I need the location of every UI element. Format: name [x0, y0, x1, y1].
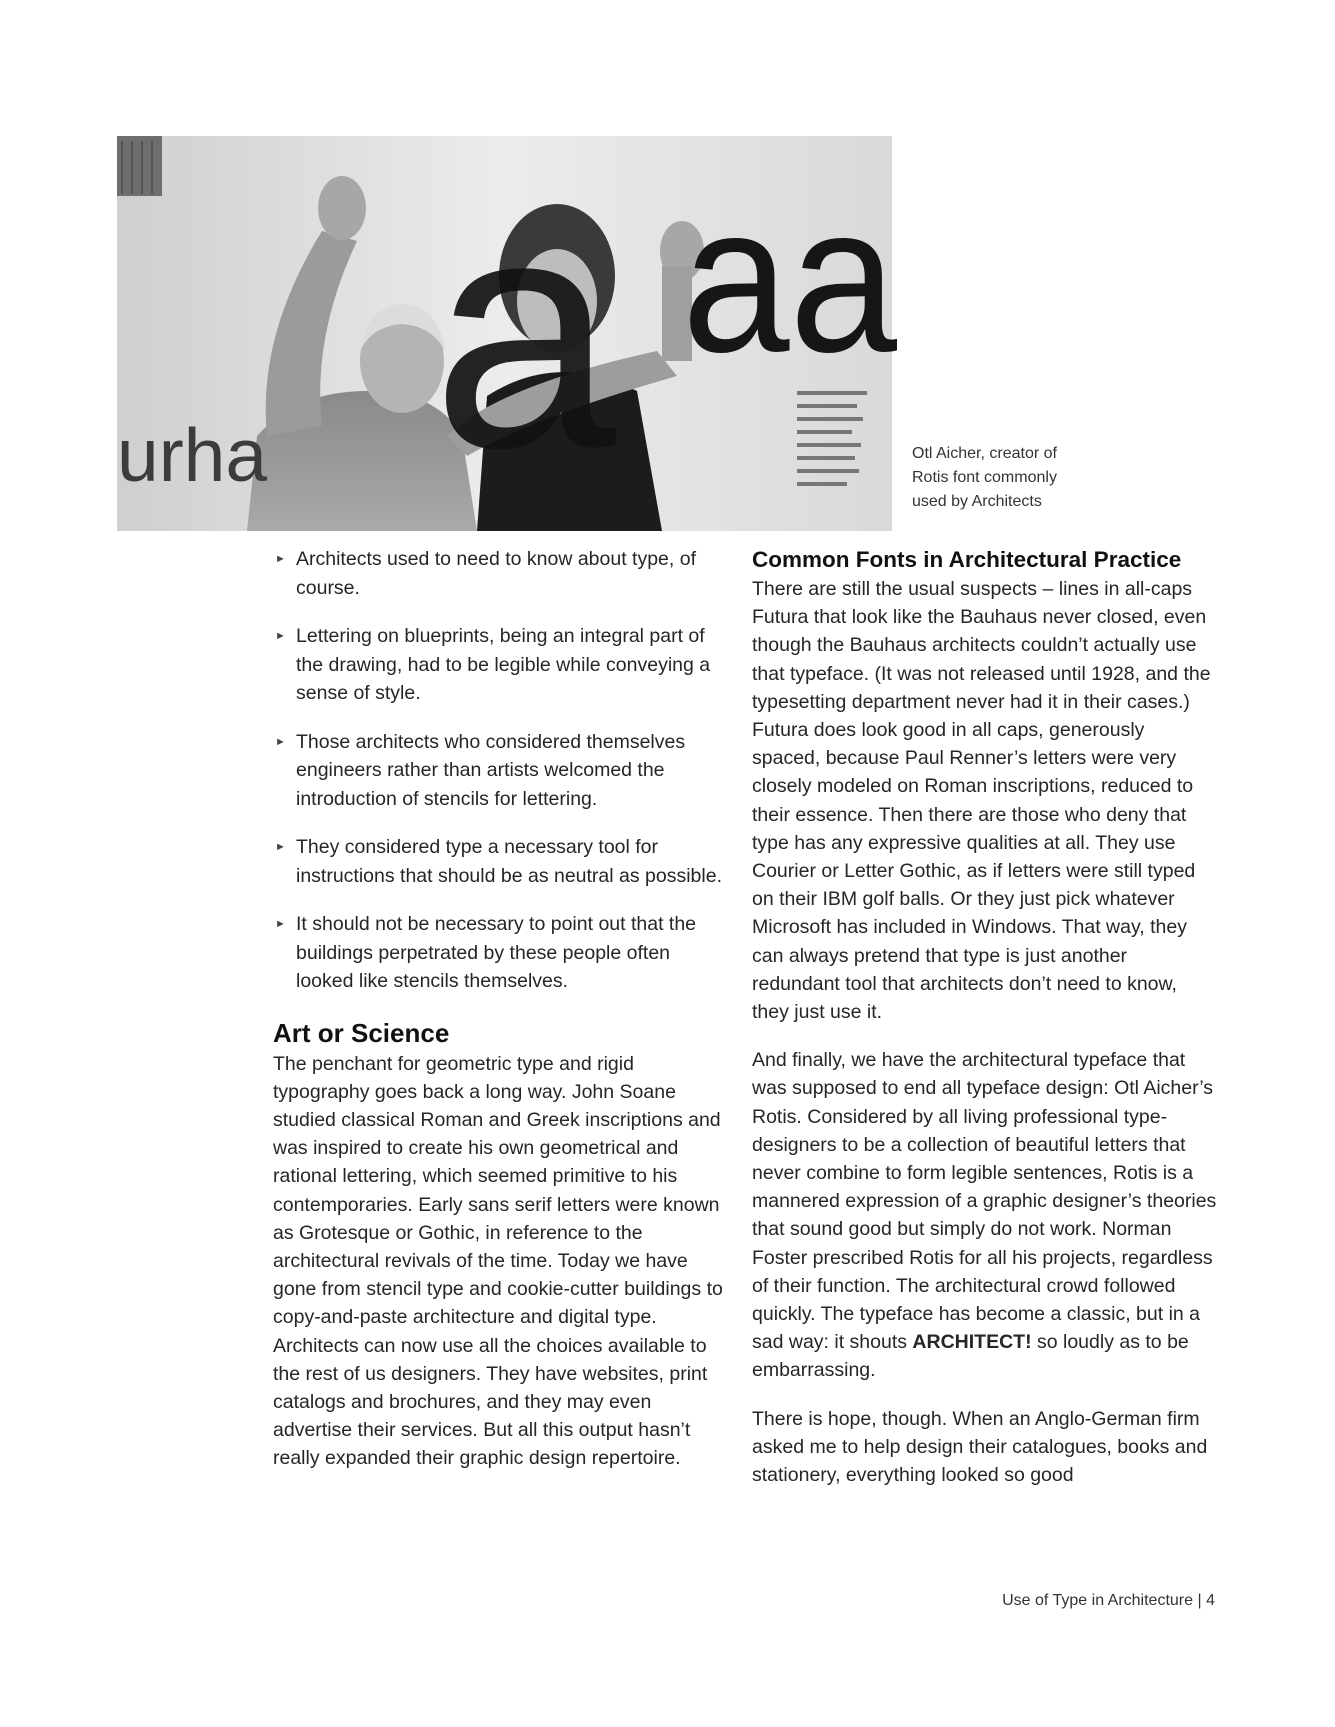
bullet-item: ► It should not be necessary to point out that the buildings perpetrated by these people often looked like stencils themselves.: [273, 910, 728, 996]
background-letters-aa: aa: [682, 161, 898, 396]
bullet-item: ► Those architects who considered themselves engineers rather than artists welcomed the introduction of stencils for lettering.: [273, 728, 728, 814]
art-or-science-paragraph: The penchant for geometric type and rigid typography goes back a long way. John Soane studied classical Roman and Greek inscriptions and was inspired to create his own geometrical and rational lettering, which seemed primitive to his contemporaries. Early sans serif letters were known as Grotesque or Gothic, in reference to the architectural revivals of the time. Today we have gone from stencil type and cookie-cutter buildings to copy-and-paste architecture and digital type. Architects can now use all the choices available to the rest of us designers. They have websites, print catalogs and brochures, and they may even advertise their services. But all this output hasn’t really expanded their graphic design repertoire.: [273, 1052, 723, 1470]
footer-title: Use of Type in Architecture: [1002, 1592, 1194, 1609]
photo-otl-aicher: [117, 136, 898, 531]
paragraph-text: so loudly as to be embarrassing.: [752, 1331, 1189, 1382]
man-left-hand: [318, 176, 366, 240]
bullet-item: ► Architects used to need to know about type, of course.: [273, 545, 728, 602]
bullet-item: ► They considered type a necessary tool for instructions that should be as neutral as possible.: [273, 833, 728, 890]
background-letters-urha: urha: [117, 413, 268, 497]
bullet-list: [273, 545, 728, 996]
page-footer: [975, 1591, 1215, 1611]
left-column: [273, 545, 728, 1473]
page-number: 4: [1206, 1592, 1215, 1609]
architect-emphasis: ARCHITECT!: [912, 1331, 1032, 1354]
background-window: [117, 136, 162, 196]
large-letter-a: a: [432, 147, 616, 516]
common-fonts-paragraph-1: There are still the usual suspects – lines in all-caps Futura that look like the Bauhaus never closed, even though the Bauhaus architects couldn’t actually use that typeface. (It was not released until 1928, and the typesetting department never had it in their cases.) Futura does look good in all caps, generously spaced, because Paul Renner’s letters were very closely modeled on Roman inscriptions, reduced to their essence. Then there are those who deny that type has any expressive qualities at all. They use Courier or Letter Gothic, as if letters were still typed on their IBM golf balls. Or they just pick whatever Microsoft has included in Windows. That way, they can always pretend that type is just another redundant tool that architects don’t need to know, they just use it.: [752, 578, 1211, 1024]
art-or-science-heading: Art or Science: [273, 1017, 450, 1048]
paragraph-text: And finally, we have the architectural typeface that was supposed to end all typeface design: Otl Aicher’s Rotis. Considered by all living professional type-designers to be a collection of beautiful letters that never combine to form legible sentences, Rotis is a mannered expression of a graphic designer’s theories that sound good but simply do not work. Norman Foster prescribed Rotis for all his projects, regardless of their function. The architectural crowd followed quickly. The typeface has become a classic, but in a sad way: it shouts: [752, 1049, 1217, 1354]
footer-separator: |: [1197, 1592, 1202, 1609]
right-column: [752, 545, 1218, 1489]
common-fonts-paragraph-2: [752, 1046, 1218, 1384]
photo-caption: Otl Aicher, creator of Rotis font commonly used by Architects: [912, 445, 1057, 510]
photo-illustration: [117, 136, 898, 531]
bullet-item: ► Lettering on blueprints, being an integral part of the drawing, had to be legible while conveying a sense of style.: [273, 622, 728, 708]
common-fonts-heading: Common Fonts in Architectural Practice: [752, 547, 1182, 572]
common-fonts-paragraph-3: There is hope, though. When an Anglo-German firm asked me to help design their catalogues, books and stationery, everything looked so good: [752, 1407, 1208, 1487]
